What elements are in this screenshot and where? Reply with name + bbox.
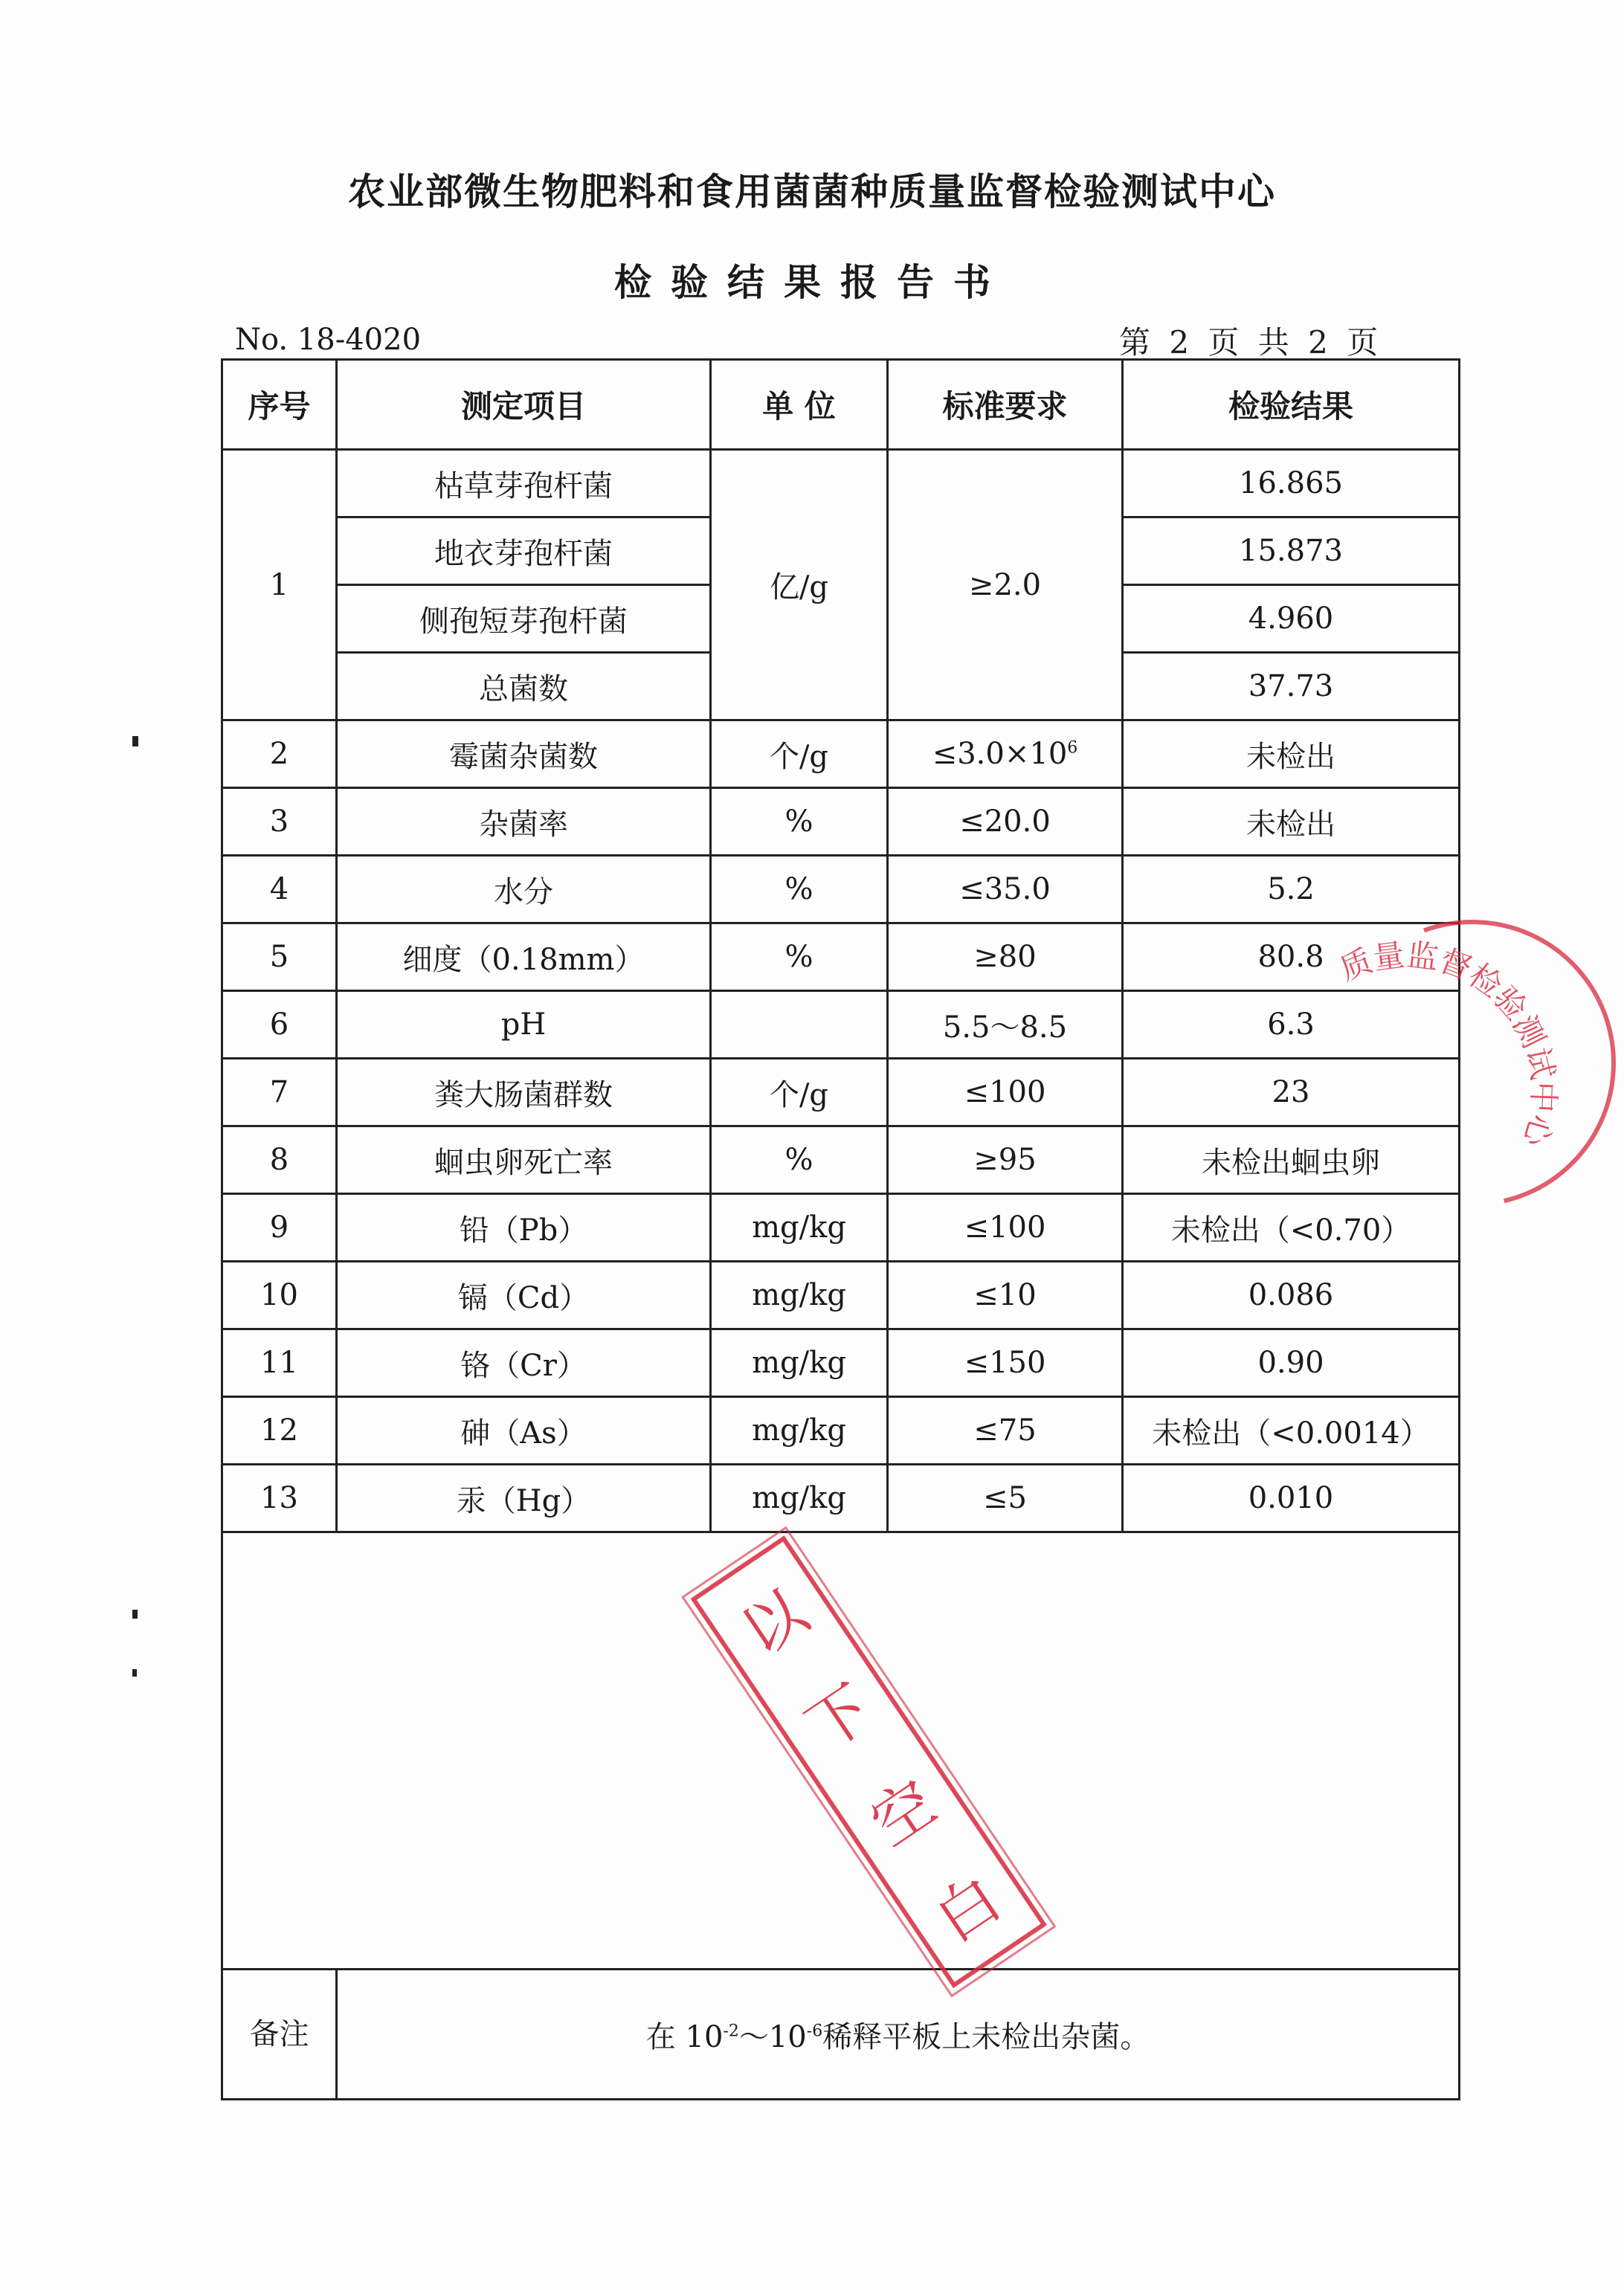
row-seq: 2 [222,720,337,788]
row-seq: 9 [222,1194,337,1262]
row-item: 细度（0.18mm） [337,923,711,991]
table-row [222,1059,1460,1126]
seal-text: 质量监督检验测试中心 [1335,936,1562,1151]
scan-speck [132,1610,138,1619]
table-row [222,1397,1460,1465]
row-item: 侧孢短芽孢杆菌 [337,585,711,653]
standard-exponent: 6 [1067,738,1078,758]
row-standard: ≥80 [888,923,1123,991]
row-result: 37.73 [1123,653,1460,720]
row-seq: 8 [222,1126,337,1194]
row-standard: ≤100 [888,1194,1123,1262]
org-title: 农业部微生物肥料和食用菌菌种质量监督检验测试中心 [348,170,1276,213]
results-table [221,358,1460,2100]
row-item: 霉菌杂菌数 [337,720,711,788]
scan-speck [132,736,138,746]
row-item: 铅（Pb） [337,1194,711,1262]
row-standard: ≥95 [888,1126,1123,1194]
scan-speck [132,1669,137,1677]
table-row [222,1329,1460,1397]
col-header-seq: 序号 [222,360,337,450]
row-standard: 5.5～8.5 [888,991,1123,1059]
row-item: 砷（As） [337,1397,711,1465]
row-unit: mg/kg [711,1465,888,1532]
row-result: 6.3 [1123,991,1460,1059]
doc-title: 检验结果报告书 [614,261,1010,304]
table-row [222,1194,1460,1262]
row-item: 枯草芽孢杆菌 [337,450,711,517]
row-result: 0.086 [1123,1262,1460,1329]
row-unit: 亿/g [711,450,888,720]
row-result: 未检出蛔虫卵 [1123,1126,1460,1194]
stamp-char: 下 [794,1671,885,1765]
row-standard: ≤10 [888,1262,1123,1329]
table-header-row [222,360,1460,450]
table-row [222,1262,1460,1329]
col-header-result: 检验结果 [1123,360,1460,450]
row-unit: 个/g [711,1059,888,1126]
row-seq: 7 [222,1059,337,1126]
row-item: 铬（Cr） [337,1329,711,1397]
row-seq: 11 [222,1329,337,1397]
row-item: 蛔虫卵死亡率 [337,1126,711,1194]
row-unit: mg/kg [711,1397,888,1465]
row-item: 水分 [337,856,711,923]
table-row [222,788,1460,856]
stamp-char: 以 [729,1576,820,1669]
table-row [222,1465,1460,1532]
row-result: 未检出 [1123,720,1460,788]
remarks-label: 备注 [222,1970,337,2100]
row-result: 23 [1123,1059,1460,1126]
row-standard: ≤100 [888,1059,1123,1126]
table-row [222,450,1460,517]
row-unit: % [711,1126,888,1194]
svg-text:质量监督检验测试中心 [1335,936,1562,1152]
col-header-item: 测定项目 [337,360,711,450]
row-unit: mg/kg [711,1194,888,1262]
row-item: 总菌数 [337,653,711,720]
row-seq: 3 [222,788,337,856]
table-row [222,991,1460,1059]
row-result: 0.90 [1123,1329,1460,1397]
col-header-standard: 标准要求 [888,360,1123,450]
page-info: 第 2 页 共 2 页 [1119,324,1383,361]
row-standard: ≥2.0 [888,450,1123,720]
row-seq: 10 [222,1262,337,1329]
row-standard [888,720,1123,788]
row-standard: ≤150 [888,1329,1123,1397]
row-unit: 个/g [711,720,888,788]
row-unit: % [711,923,888,991]
row-result: 15.873 [1123,517,1460,585]
table-row [222,923,1460,991]
row-unit [711,991,888,1059]
row-result: 0.010 [1123,1465,1460,1532]
row-seq: 1 [222,450,337,720]
row-item: 杂菌率 [337,788,711,856]
standard-base: ≤3.0×10 [932,737,1068,771]
row-item: 镉（Cd） [337,1262,711,1329]
row-seq: 4 [222,856,337,923]
row-unit: mg/kg [711,1329,888,1397]
row-seq: 13 [222,1465,337,1532]
stamp-char: 空 [859,1767,950,1860]
row-item: 粪大肠菌群数 [337,1059,711,1126]
row-seq: 12 [222,1397,337,1465]
row-result: 80.8 [1123,923,1460,991]
row-result: 4.960 [1123,585,1460,653]
remarks-row [222,1970,1460,2100]
row-result: 未检出（<0.0014） [1123,1397,1460,1465]
row-result: 5.2 [1123,856,1460,923]
remarks-text: 在 $10^{-2}\sim 10^{-6}$稀释平板上未检出杂菌。 [337,1970,1460,2100]
row-standard: ≤5 [888,1465,1123,1532]
table-row [222,720,1460,788]
row-result: 未检出（<0.70） [1123,1194,1460,1262]
table-row [222,856,1460,923]
official-seal-icon [1301,892,1624,1219]
row-item: 地衣芽孢杆菌 [337,517,711,585]
row-result: 未检出 [1123,788,1460,856]
stamp-char: 白 [923,1862,1014,1956]
row-unit: % [711,788,888,856]
row-item: 汞（Hg） [337,1465,711,1532]
row-unit: % [711,856,888,923]
row-unit: mg/kg [711,1262,888,1329]
row-seq: 6 [222,991,337,1059]
row-standard: ≤75 [888,1397,1123,1465]
col-header-unit: 单 位 [711,360,888,450]
row-standard: ≤20.0 [888,788,1123,856]
row-seq: 5 [222,923,337,991]
table-row [222,1126,1460,1194]
row-standard: ≤35.0 [888,856,1123,923]
row-item: pH [337,991,711,1059]
report-number: No. 18-4020 [235,323,422,357]
row-result: 16.865 [1123,450,1460,517]
